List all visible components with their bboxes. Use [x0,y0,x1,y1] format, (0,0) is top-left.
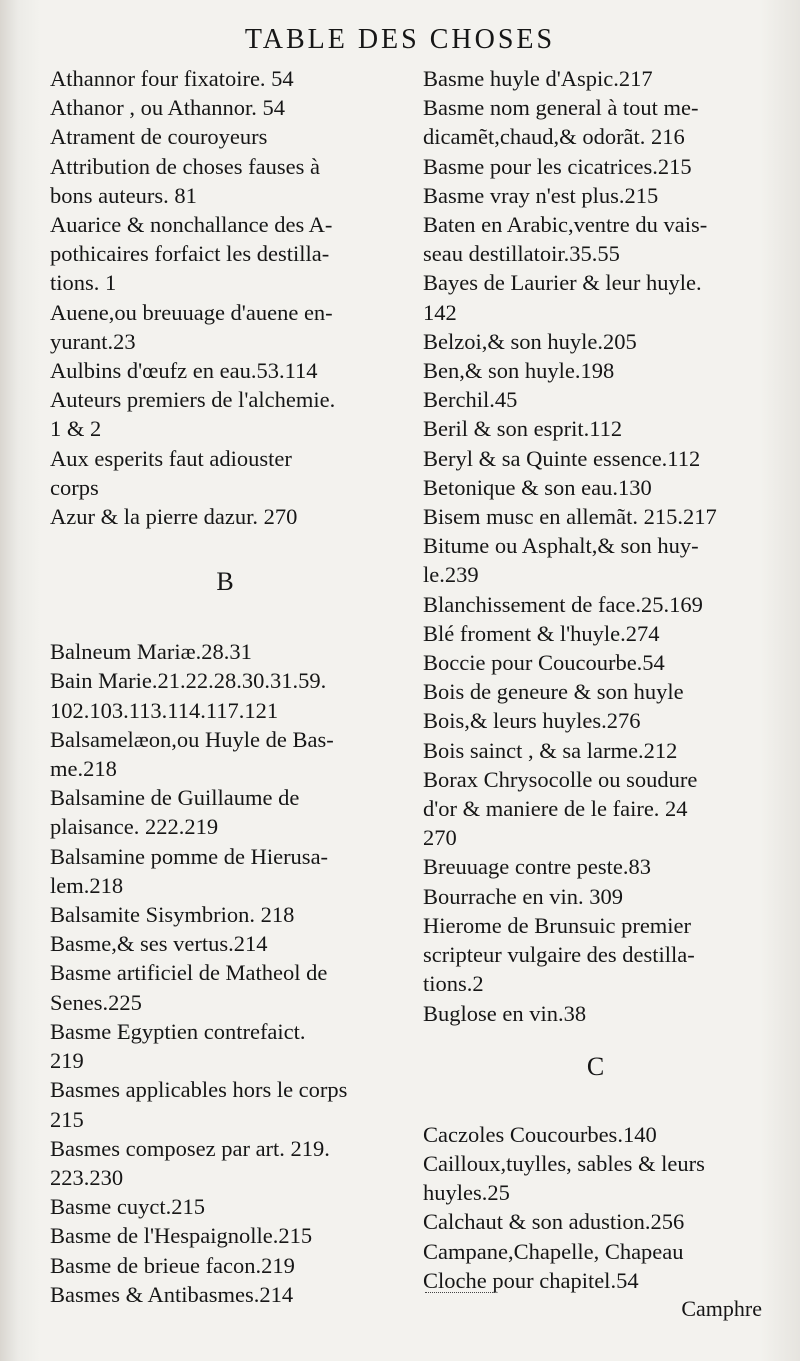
index-entry: Baten en Arabic,ventre du vais- seau destillatoir.35.55 [423,212,708,267]
index-entry: Balsamite Sisymbrion. 218 [50,902,295,928]
page-header: TABLE DES CHOSES [244,24,556,55]
index-entry: Azur & la pierre dazur. 270 [50,504,298,530]
index-entry: Bois,& leurs huyles.276 [423,708,641,734]
index-entry: Breuuage contre peste.83 [423,854,652,880]
index-entry: Caczoles Coucourbes.140 [423,1121,657,1147]
index-entry: Basmes applicables hors le corps 215 [50,1077,348,1132]
index-entry: Balsamelæon,ou Huyle de Bas- me.218 [50,726,334,782]
index-entry: Basme nom general à tout me- dicamẽt,chaud,& odorãt. 216 [423,95,699,150]
index-entry: Cailloux,tuylles, sables & leurs huyles.25 [423,1150,705,1206]
index-entry: Basme vray n'est plus.215 [423,182,659,208]
index-entry: Basme de brieue facon.219 [50,1252,295,1278]
index-entry: Basme de l'Hespaignolle.215 [50,1223,313,1249]
index-entry: Belzoi,& son huyle.205 [423,328,637,354]
index-entry: Basme huyle d'Aspic.217 [423,66,653,91]
footer-rule [425,1292,495,1294]
index-entry: Atrament de couroyeurs [50,124,268,150]
index-entry: Ben,& son huyle.198 [423,358,615,384]
index-entry: Basme artificiel de Matheol de Senes.225 [50,960,328,1015]
entries-b [50,637,400,1309]
index-entry: Basme cuyct.215 [50,1194,205,1220]
index-entry: Berchil.45 [423,387,518,413]
index-entry: Auene,ou breuuage d'auene en- yurant.23 [50,299,333,354]
section-letter-b: B [216,567,234,597]
index-entry: Athannor four fixatoire. 54 [50,66,294,91]
index-entry: Calchaut & son adustion.256 [423,1209,685,1235]
index-entry: Bourrache en vin. 309 [423,883,623,909]
index-entry: Basme Egyptien contrefaict. 219 [50,1018,306,1074]
index-entry: Cloche pour chapitel.54 [423,1267,639,1293]
index-entry: Campane,Chapelle, Chapeau [423,1238,684,1264]
index-entry: Attribution de choses fauses à bons auteurs. 81 [50,153,320,208]
left-column [50,64,400,1309]
index-entry: Borax Chrysocolle ou soudure d'or & maniere de le faire. 24 270 [423,766,698,851]
entries-a [50,64,400,531]
catchword: Camphre [681,1296,762,1321]
index-entry: Bois de geneure & son huyle [423,679,684,705]
index-entry: Bitume ou Asphalt,& son huy- le.239 [423,533,699,588]
index-entry: Basmes composez par art. 219. 223.230 [50,1135,330,1190]
index-entry: Bain Marie.21.22.28.30.31.59. 102.103.113.114.117.121 [50,668,327,723]
index-entry: Basmes & Antibasmes.214 [50,1281,294,1307]
index-entry: Beril & son esprit.112 [423,416,623,442]
index-entry: Aux esperits faut adiouster corps [50,445,292,500]
index-entry: Hierome de Brunsuic premier scripteur vulgaire des destilla- tions.2 [423,912,695,997]
index-entry: Bisem musc en allemãt. 215.217 [423,504,717,530]
index-entry: Bayes de Laurier & leur huyle. 142 [423,270,702,325]
index-entry: Betonique & son eau.130 [423,474,652,500]
index-entry: Bois sainct , & sa larme.212 [423,737,678,763]
index-entry: Auarice & nonchallance des A- pothicaires forfaict les destilla- tions. 1 [50,212,333,296]
section-letter-c: C [586,1051,605,1081]
entries-b-continued [423,64,768,1028]
index-entry: Athanor , ou Athannor. 54 [50,95,285,121]
index-entry: Basme pour les cicatrices.215 [423,153,692,179]
index-entry: Aulbins d'œufz en eau.53.114 [50,358,318,384]
index-entry: Boccie pour Coucourbe.54 [423,650,665,676]
index-entry: Basme,& ses vertus.214 [50,931,268,957]
index-entry: Beryl & sa Quinte essence.112 [423,445,701,471]
index-entry: Balsamine pomme de Hierusa- lem.218 [50,843,329,898]
index-entry: Buglose en vin.38 [423,1000,587,1026]
index-entry: Blé froment & l'huyle.274 [423,620,660,646]
index-entry: Balsamine de Guillaume de plaisance. 222.219 [50,785,300,840]
index-entry: Balneum Mariæ.28.31 [50,639,252,665]
entries-c [423,1120,768,1295]
right-column [423,64,768,1295]
index-entry: Auteurs premiers de l'alchemie. 1 & 2 [50,387,336,442]
index-entry: Blanchissement de face.25.169 [423,591,703,617]
